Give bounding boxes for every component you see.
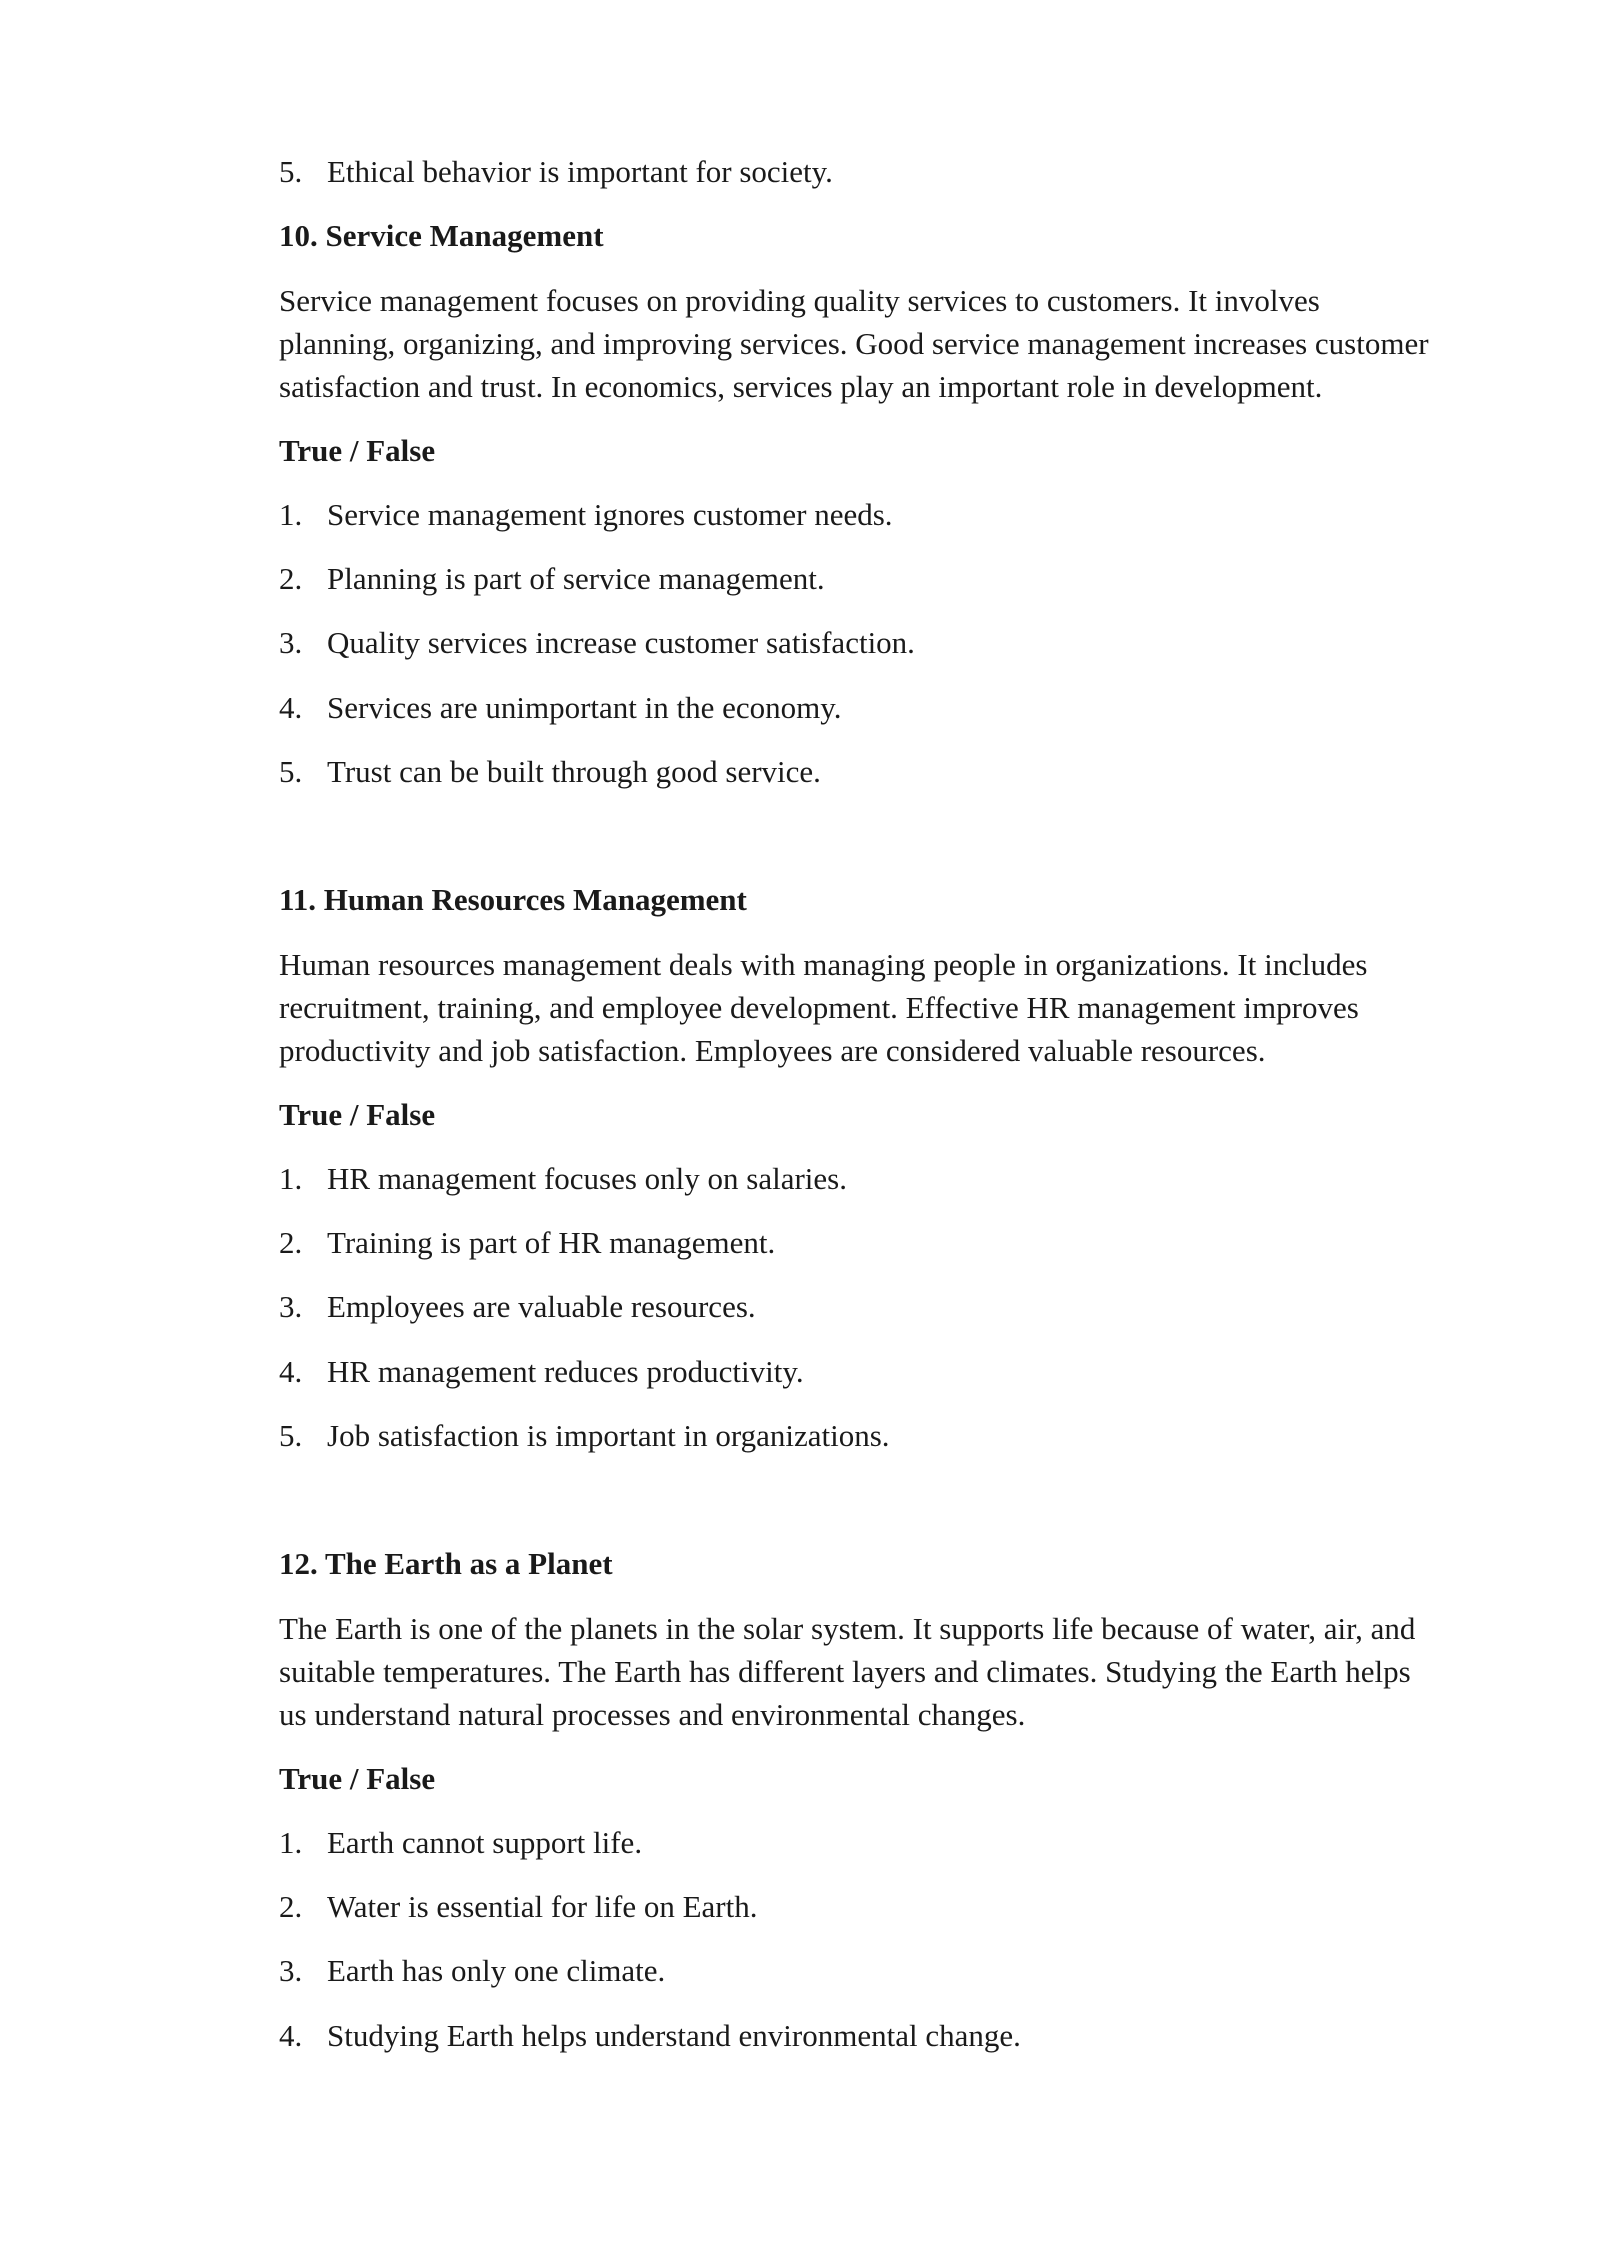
section-heading: 10. Service Management: [279, 218, 604, 253]
item-text: Studying Earth helps understand environmental change.: [327, 2018, 1021, 2053]
true-false-label: True / False: [279, 1761, 436, 1796]
list-item: [279, 1823, 642, 1863]
list-item: [279, 152, 833, 192]
item-number: 1.: [279, 1825, 303, 1860]
section-heading: 12. The Earth as a Planet: [279, 1546, 613, 1581]
list-item: [279, 1887, 758, 1927]
item-number: 2.: [279, 561, 303, 596]
item-number: 3.: [279, 625, 303, 660]
paragraph-line: suitable temperatures. The Earth has different layers and climates. Studying the Earth helps: [279, 1654, 1411, 1689]
item-text: Employees are valuable resources.: [327, 1289, 756, 1324]
item-number: 5.: [279, 1418, 303, 1453]
paragraph-line: Service management focuses on providing quality services to customers. It involves: [279, 283, 1320, 318]
item-text: Service management ignores customer needs.: [327, 497, 893, 532]
paragraph-line: recruitment, training, and employee development. Effective HR management improves: [279, 990, 1359, 1025]
item-text: Trust can be built through good service.: [327, 754, 821, 789]
paragraph-line: planning, organizing, and improving services. Good service management increases customer: [279, 326, 1429, 361]
item-number: 2.: [279, 1225, 303, 1260]
item-text: Earth cannot support life.: [327, 1825, 643, 1860]
item-number: 2.: [279, 1889, 303, 1924]
list-item: [279, 495, 893, 535]
true-false-label: True / False: [279, 1097, 436, 1132]
list-item: [279, 1159, 847, 1199]
item-number: 1.: [279, 1161, 303, 1196]
paragraph-line: The Earth is one of the planets in the solar system. It supports life because of water, air, and: [279, 1611, 1416, 1646]
item-text: Ethical behavior is important for society.: [327, 154, 833, 189]
true-false-label: True / False: [279, 433, 436, 468]
list-item: [279, 1352, 804, 1392]
paragraph-line: productivity and job satisfaction. Employees are considered valuable resources.: [279, 1033, 1266, 1068]
item-number: 4.: [279, 2018, 303, 2053]
list-item: [279, 2016, 1021, 2056]
item-number: 5.: [279, 754, 303, 789]
list-item: [279, 559, 825, 599]
item-text: Earth has only one climate.: [327, 1953, 666, 1988]
list-item: [279, 752, 821, 792]
item-text: Training is part of HR management.: [327, 1225, 776, 1260]
item-text: Services are unimportant in the economy.: [327, 690, 842, 725]
list-item: [279, 1223, 775, 1263]
item-text: Quality services increase customer satisfaction.: [327, 625, 915, 660]
list-item: [279, 1287, 756, 1327]
section-paragraph: [279, 1607, 1499, 1736]
paragraph-line: Human resources management deals with managing people in organizations. It includes: [279, 947, 1368, 982]
list-item: [279, 1416, 890, 1456]
list-item: [279, 623, 915, 663]
item-text: Water is essential for life on Earth.: [327, 1889, 758, 1924]
item-number: 3.: [279, 1289, 303, 1324]
item-text: HR management focuses only on salaries.: [327, 1161, 847, 1196]
paragraph-line: satisfaction and trust. In economics, services play an important role in development.: [279, 369, 1323, 404]
list-item: [279, 688, 842, 728]
section-paragraph: [279, 943, 1499, 1072]
list-item: [279, 1951, 665, 1991]
item-text: Planning is part of service management.: [327, 561, 825, 596]
item-text: Job satisfaction is important in organizations.: [327, 1418, 890, 1453]
item-number: 4.: [279, 690, 303, 725]
paragraph-line: us understand natural processes and environmental changes.: [279, 1697, 1026, 1732]
item-number: 4.: [279, 1354, 303, 1389]
item-number: 5.: [279, 154, 303, 189]
section-heading: 11. Human Resources Management: [279, 882, 747, 917]
section-paragraph: [279, 279, 1499, 408]
item-number: 3.: [279, 1953, 303, 1988]
item-text: HR management reduces productivity.: [327, 1354, 804, 1389]
item-number: 1.: [279, 497, 303, 532]
